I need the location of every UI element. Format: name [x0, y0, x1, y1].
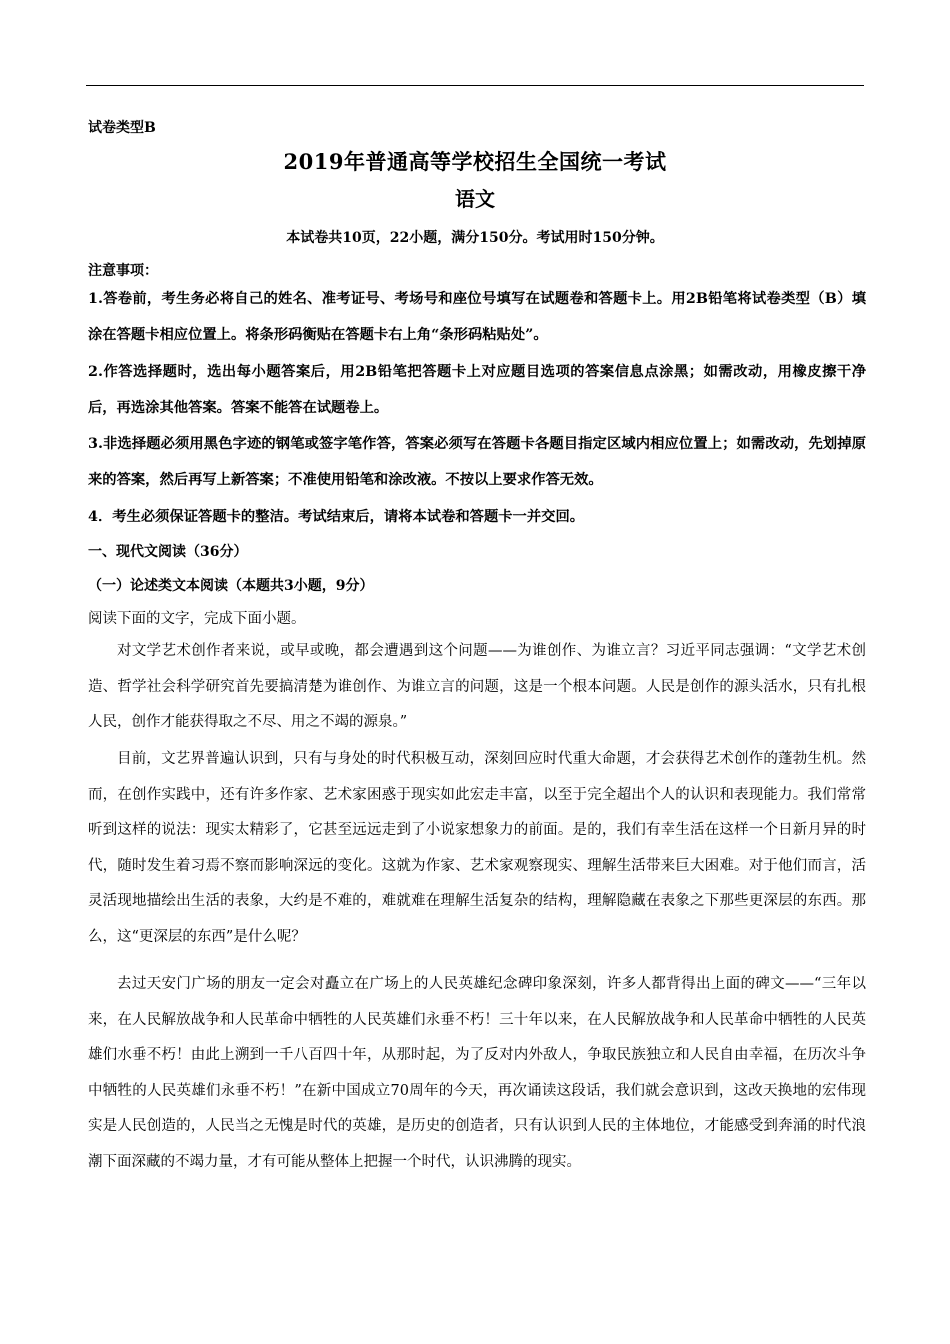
paper-type-label: 试卷类型B	[88, 120, 156, 136]
note-item-2: 2.作答选择题时，选出每小题答案后，用2B铅笔把答题卡上对应题目选项的答案信息点涂黑；如需改动，用橡皮擦干净后，再选涂其他答案。答案不能答在试题卷上。	[88, 364, 866, 416]
passage-paragraph-3: 去过天安门广场的朋友一定会对矗立在广场上的人民英雄纪念碑印象深刻，许多人都背得出上面的碑文——“三年以来，在人民解放战争和人民革命中牺牲的人民英雄们永垂不朽！三十年以来，在人民解放战争和人民革命中牺牲的人民英雄们水垂不朽！由此上溯到一千八百四十年，从那时起，为了反对内外敌人，争取民族独立和人民自由幸福，在历次斗争中牺牲的人民英雄们永垂不朽！”在新中国成立70周年的今天，再次诵读这段话，我们就会意识到，这改天换地的宏伟现实是人民创造的，人民当之无愧是时代的英雄，是历史的创造者，只有认识到人民的主体地位，才能感受到奔涌的时代浪潮下面深藏的不竭力量，才有可能从整体上把握一个时代，认识沸腾的现实。	[88, 976, 866, 1170]
exam-info: 本试卷共10页，22小题，满分150分。考试用时150分钟。	[286, 230, 664, 246]
note-item-3: 3.非选择题必须用黑色字迹的钢笔或签字笔作答，答案必须写在答题卡各题目指定区域内相应位置上；如需改动，先划掉原来的答案，然后再写上新答案；不准使用铅笔和涂改液。不按以上要求作答无效。	[88, 436, 866, 488]
passage-paragraph-1: 对文学艺术创作者来说，或早或晚，都会遭遇到这个问题——为谁创作、为谁立言？习近平同志强调：“文学艺术创造、哲学社会科学研究首先要搞清楚为谁创作、为谁立言的问题，这是一个根本问题。人民是创作的源头活水，只有扎根人民，创作才能获得取之不尽、用之不竭的源泉。”	[88, 643, 866, 730]
note-item-1: 1.答卷前，考生务必将自己的姓名、准考证号、考场号和座位号填写在试题卷和答题卡上。用2B铅笔将试卷类型（B）填涂在答题卡相应位置上。将条形码衡贴在答题卡右上角“条形码粘贴处”。	[88, 291, 866, 343]
section-subheading-argumentative: （一）论述类文本阅读（本题共3小题，9分）	[88, 578, 374, 594]
note-item-4: 4．考生必须保证答题卡的整洁。考试结束后，请将本试卷和答题卡一并交回。	[88, 509, 585, 525]
exam-title: 2019年普通高等学校招生全国统一考试	[283, 149, 667, 174]
header-rule	[86, 85, 864, 86]
passage-paragraph-2: 目前，文艺界普遍认识到，只有与身处的时代积极互动，深刻回应时代重大命题，才会获得艺术创作的蓬勃生机。然而，在创作实践中，还有许多作家、艺术家困惑于现实如此宏走丰富，以至于完全超出个人的认识和表现能力。我们常常听到这样的说法：现实太精彩了，它甚至远远走到了小说家想象力的前面。是的，我们有幸生活在这样一个日新月异的时代，随时发生着习焉不察而影响深远的变化。这就为作家、艺术家观察现实、理解生活带来巨大困难。对于他们而言，活灵活现地描绘出生活的表象，大约是不难的，难就难在理解生活复杂的结构，理解隐藏在表象之下那些更深层的东西。那么，这“更深层的东西”是什么呢？	[88, 751, 866, 945]
exam-subject: 语文	[455, 187, 495, 211]
reading-instruction: 阅读下面的文字，完成下面小题。	[88, 611, 306, 627]
section-heading-modern-reading: 一、现代文阅读（36分）	[88, 544, 248, 560]
notes-heading: 注意事项：	[88, 263, 158, 279]
